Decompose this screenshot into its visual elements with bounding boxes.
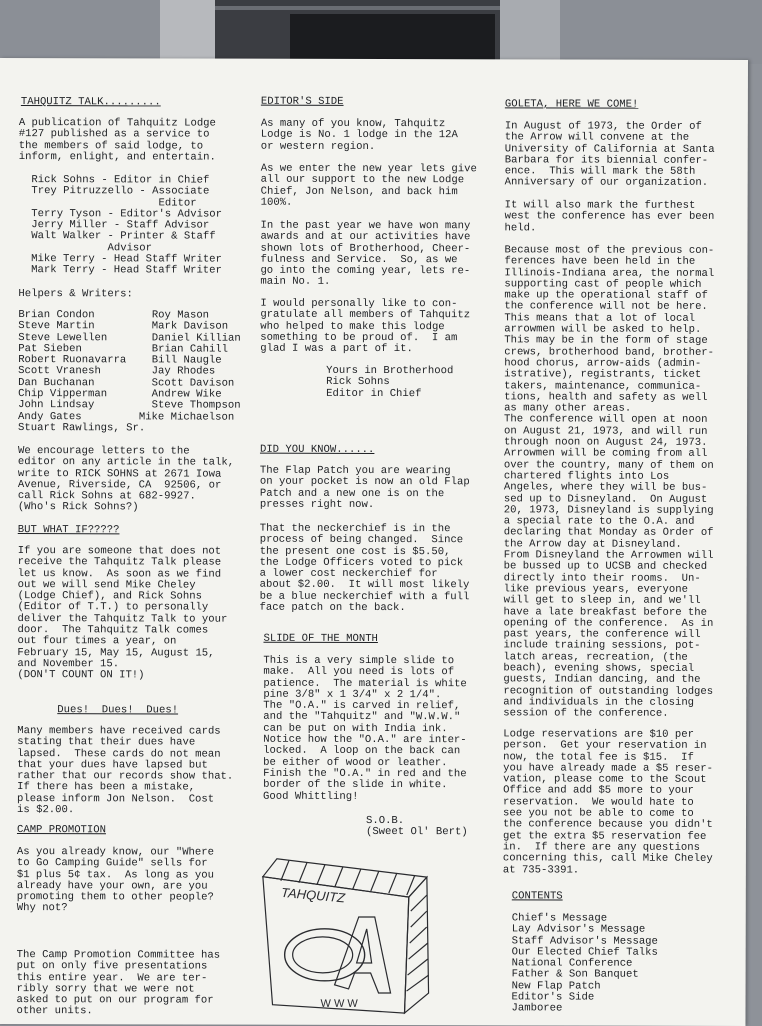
what-if-paragraph: If you are someone that does not receive the Tahquitz Talk please let us know. As soon as we find out we will send Mike Cheley (Lodge Chief), and Rick Sohns (Editor of T.T.) to personally deliver the Tahquitz Talk to your door. The Tahquitz Talk comes out four times a year, on February 15, May 15, August 15, and November 15. (DON'T COUNT ON IT!) bbox=[17, 545, 228, 682]
tahquitz-talk-heading: TAHQUITZ TALK......... bbox=[20, 96, 161, 109]
helpers-list: Brian Condon Roy Mason Steve Martin Mark Davison Steve Lewellen Daniel Killian Pat Sieben Brian Cahill Robert Ruonavarra Bill Naugle Scott Vranesh Jay Rhodes Dan Buchanan Scott Davison Chip Vipperman Andrew Wike John Lindsay Steve Thompson Andy Gates Mike Michaelson Stuart Rawlings, Sr. bbox=[18, 309, 241, 435]
background-stripe bbox=[215, 6, 500, 10]
logo-www-text: W W W bbox=[320, 997, 358, 1010]
background-object-right bbox=[500, 0, 560, 60]
editor-paragraph-3: In the past year we have won many awards and at our activities have shown lots of Brotherhood, Cheer- fulness and Service. So, as we go into the coming year, lets re- main No. 1. bbox=[260, 219, 471, 289]
contents-heading: CONTENTS bbox=[511, 890, 563, 903]
middle-column bbox=[259, 59, 497, 1010]
left-column bbox=[16, 58, 251, 1018]
newsletter-page bbox=[0, 58, 748, 1026]
editor-paragraph-4: I would personally like to con- gratulate all members of Tahquitz who helped to make this lodge something to be proud of. I am glad I was a part of it. bbox=[260, 297, 471, 356]
goleta-paragraph-1: In August of 1973, the Order of the Arrow will convene at the University of California at Santa Barbara for its biennial confer- ence. This will mark the 58th Anniversary of our organization. bbox=[504, 120, 715, 190]
background-object-dark bbox=[290, 14, 495, 60]
tahquitz-oa-slide-drawing bbox=[258, 855, 438, 1015]
editors-side-heading: EDITOR'S SIDE bbox=[260, 95, 344, 108]
dues-paragraph: Many members have received cards stating that their dues have lapsed. These cards do not mean that your dues have lapsed but rather that our records show that. If there has been a mistake, please inform Jon Nelson. Cost is $2.00. bbox=[17, 725, 234, 817]
editor-signoff: Yours in Brotherhood Rick Sohns Editor in Chief bbox=[326, 364, 454, 400]
dues-heading: Dues! Dues! Dues! bbox=[57, 704, 179, 717]
background-object-left bbox=[160, 0, 215, 60]
helpers-heading: Helpers & Writers: bbox=[18, 288, 133, 301]
neckerchief-paragraph: That the neckerchief is in the process of being changed. Since the present one cost is $5.50, the Lodge Officers voted to pick a lower cost neckerchief for about $2.00. It will most likely be a blue neckerchief with a full face patch on the back. bbox=[259, 522, 470, 615]
intro-paragraph: A publication of Tahquitz Lodge #127 published as a service to the members of said lodge, to inform, enlight, and entertain. bbox=[18, 117, 216, 164]
goleta-heading: GOLETA, HERE WE COME! bbox=[504, 98, 639, 111]
editor-paragraph-1: As many of you know, Tahquitz Lodge is No. 1 lodge in the 12A or western region. bbox=[260, 117, 458, 153]
logo-tahquitz-text: TAHQUITZ bbox=[280, 884, 346, 906]
editor-paragraph-2: As we enter the new year lets give all our support to the new Lodge Chief, Jon Nelson, and back him 100%. bbox=[260, 162, 477, 209]
slide-of-the-month-heading: SLIDE OF THE MONTH bbox=[263, 632, 378, 645]
flap-patch-paragraph: The Flap Patch you are wearing on your pocket is now an old Flap Patch and a new one is on the presses right now. bbox=[259, 464, 470, 511]
goleta-paragraph-2: It will also mark the furthest west the conference has ever been held. bbox=[504, 199, 715, 234]
camp-promotion-heading: CAMP PROMOTION bbox=[16, 824, 107, 837]
camp-promotion-paragraph: As you already know, our "Where to Go Camping Guide" sells for $1 plus 5¢ tax. As long as you already have your own, are you promoting them to other people? Why not? bbox=[16, 846, 215, 915]
but-what-if-heading: BUT WHAT IF????? bbox=[17, 524, 120, 537]
letters-paragraph: We encourage letters to the editor on any article in the talk, write to RICK SOHNS at 2671 Iowa Avenue, Riverside, CA 92506, or call Rick Sohns at 682-9927. (Who's Rick Sohns?) bbox=[17, 445, 235, 514]
slide-paragraph: This is a very simple slide to make. All you need is lots of patience. The material is white pine 3/8" x 1 3/4" x 2 1/4". The "O.A." is carved in relief, and the "Tahquitz" and "W.W.W." can be put on with India ink. Notice how the "O.A." are inter- locked. A loop on the back can be either of wood or leather. Finish the "O.A." in red and the border of the slide in white. Good Whittling! bbox=[263, 654, 467, 803]
camp-committee-paragraph: The Camp Promotion Committee has put on only five presentations this entire year. We are ter- ribly sorry that we were not asked to put on our program for other units. bbox=[16, 949, 221, 1018]
goleta-paragraph-3: Because most of the previous con- ferences have been held in the Illinois-Indiana area, the normal supporting cast of people which make up the operational staff of the conference will not be here. This means that a lot of local arrowmen will be asked to help. This may be in the form of stage crews, brotherhood band, brother- hood chorus, arrow-aids (admin- istrative), registrants, ticket takers, maintenance, communica- tions, health and safety as well as many other areas. The conference will open at noon on August 21, 1973, and will run through noon on August 24, 1973. Arrowmen will be coming from all over the country, many of them on chartered flights into Los Angeles, where they will be bus- sed up to Disneyland. On August 20, 1973, Disneyland is supplying a special rate to the O.A. and declaring that Monday as Order of the Arrow day at Disneyland. From Disneyland the Arrowmen will be bussed up to UCSB and checked directly into their rooms. Un- like previous years, everyone will get to sleep in, and we'll have a late breakfast before the opening of the conference. As in past years, the conference will include training sessions, pot- latch areas, recreation, (the beach), evening shows, special guests, Indian dancing, and the recognition of outstanding lodges and individuals in the closing session of the conference. bbox=[503, 244, 715, 720]
sob-signature: S.O.B. (Sweet Ol' Bert) bbox=[365, 814, 468, 839]
contents-list: Chief's Message Lay Advisor's Message Staff Advisor's Message Our Elected Chief Talks National Conference Father & Son Banquet New Flap Patch Editor's Side Jamboree bbox=[511, 912, 658, 1015]
staff-list: Rick Sohns - Editor in Chief Trey Pitruzzello - Associate Editor Terry Tyson - Editor's Advisor Jerry Miller - Staff Advisor Walt Walker - Printer & Staff Advisor Mike Terry - Head Staff Writer Mark Terry - Head Staff Writer bbox=[18, 174, 223, 277]
did-you-know-heading: DID YOU KNOW...... bbox=[259, 443, 375, 456]
goleta-reservations-paragraph: Lodge reservations are $10 per person. Get your reservation in now, the total fee is $15. If you have already made a $5 reser- vation, please come to the Scout Office and add $5 more to your reservation. We would hate to see you not be able to come to the conference because you didn't get the extra $5 reservation fee in. If there are any questions concerning this, call Mike Cheley at 735-3391. bbox=[502, 728, 713, 877]
right-column bbox=[502, 59, 748, 1015]
